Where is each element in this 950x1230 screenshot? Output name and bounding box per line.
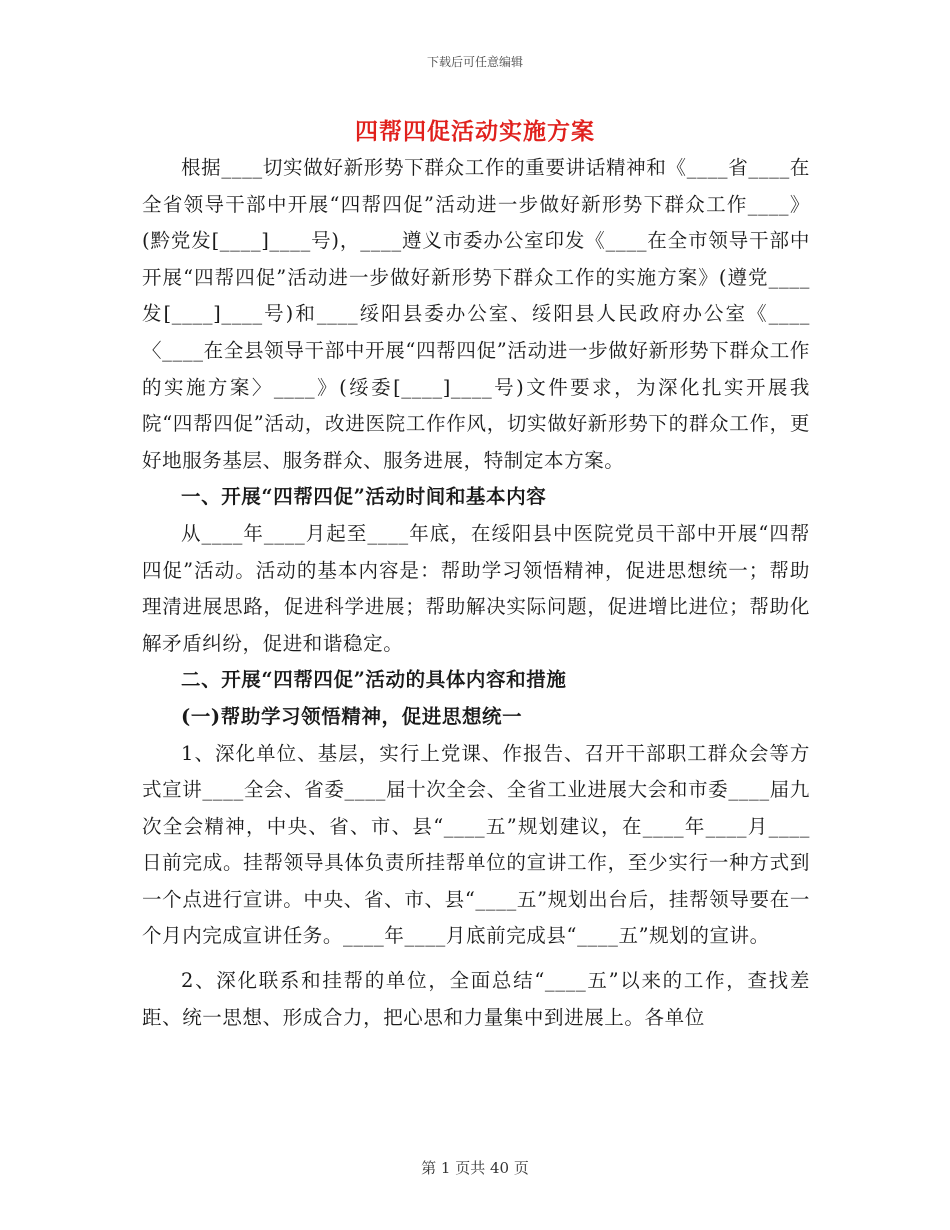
header-note: 下载后可任意编辑	[426, 55, 523, 69]
section-1-heading: 一、开展“四帮四促”活动时间和基本内容	[181, 485, 547, 509]
item-1-paragraph: 1、深化单位、基层，实行上党课、作报告、召开干部职工群众会等方式宣讲____全会、省委____届十次全会、全省工业进展大会和市委____届九次全会精神，中央、省、市、县“____五”规划建议，在____年____月____日前完成。挂帮领导具体负责所挂帮单位的宣讲工作，至少实行一种方式到一个点进行宣讲。中央、省、市、县“____五”规划出台后，挂帮领导要在一个月内完成宣讲任务。____年____月底前完成县“____五”规划的宣讲。	[142, 741, 810, 948]
item-2-paragraph: 2、深化联系和挂帮的单位，全面总结“____五”以来的工作，查找差距、统一思想、形成合力，把心思和力量集中到进展上。各单位	[142, 969, 810, 1029]
section-2-heading: 二、开展“四帮四促”活动的具体内容和措施	[181, 668, 567, 692]
page-footer: 第 1 页共 40 页	[421, 1159, 529, 1177]
subsection-1-heading: (一)帮助学习领悟精神，促进思想统一	[181, 704, 523, 728]
document-title: 四帮四促活动实施方案	[355, 118, 595, 145]
intro-paragraph: 根据____切实做好新形势下群众工作的重要讲话精神和《____省____在全省领导干部中开展“四帮四促”活动进一步做好新形势下群众工作____》(黔党发[____]____号)，____遵义市委办公室印发《____在全市领导干部中开展“四帮四促”活动进一步做好新形势下群众工作的实施方案》(遵党____发[____]____号)和____绥阳县委办公室、绥阳县人民政府办公室《____〈____在全县领导干部中开展“四帮四促”活动进一步做好新形势下群众工作的实施方案〉____》(绥委[____]____号)文件要求，为深化扎实开展我院“四帮四促”活动，改进医院工作作风，切实做好新形势下的群众工作，更好地服务基层、服务群众、服务进展，特制定本方案。	[142, 156, 810, 472]
section-1-paragraph: 从____年____月起至____年底，在绥阳县中医院党员干部中开展“四帮四促”活动。活动的基本内容是：帮助学习领悟精神，促进思想统一；帮助理清进展思路，促进科学进展；帮助解决实际问题，促进增比进位；帮助化解矛盾纠纷，促进和谐稳定。	[142, 521, 810, 655]
document-body	[142, 150, 810, 1036]
paragraph-gap	[142, 955, 810, 963]
